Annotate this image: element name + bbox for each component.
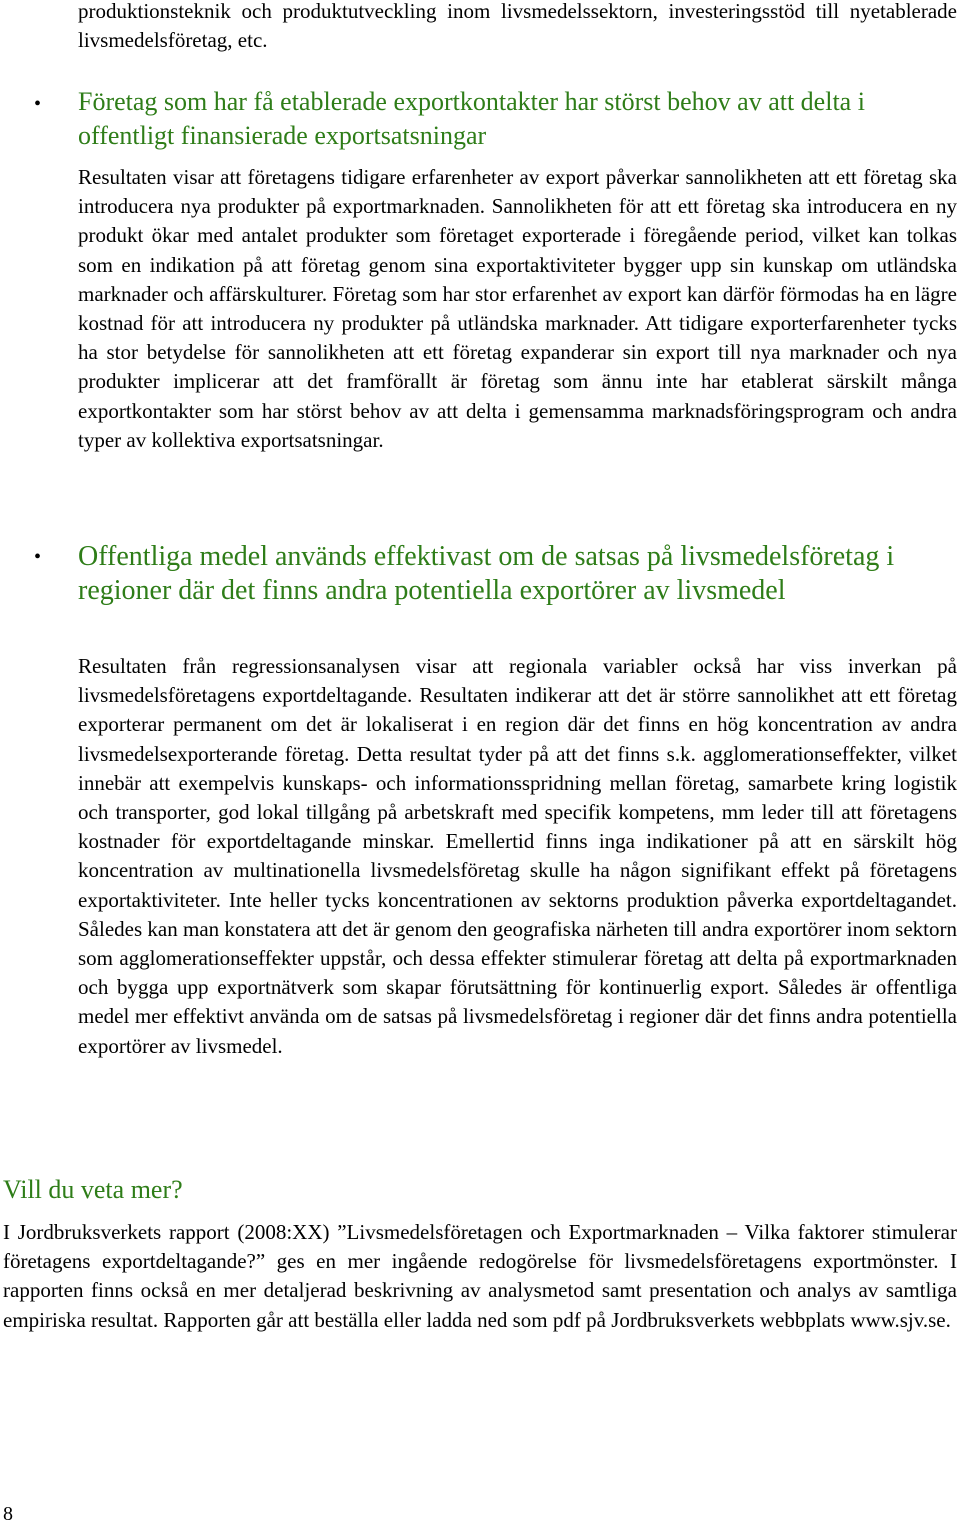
bullet-icon: • <box>34 546 42 568</box>
section2-heading: Offentliga medel används effektivast om de satsas på livsmedelsföretag i regioner där det finns andra potentiella exportörer av livsmedel <box>78 541 895 606</box>
more-info-title: Vill du veta mer? <box>3 1175 183 1204</box>
intro-paragraph: produktionsteknik och produktutveckling inom livsmedelssektorn, investeringsstöd till nyetablerade livsmedelsföretag, etc. <box>78 0 957 53</box>
section1-heading: Företag som har få etablerade exportkontakter har störst behov av att delta i offentligt finansierade exportsatsningar <box>78 87 865 150</box>
more-info-paragraph: I Jordbruksverkets rapport (2008:XX) ”Livsmedelsföretagen och Exportmarknaden – Vilka faktorer stimulerar företagens exportdeltagande?” ges en mer ingående redogörelse för livsmedelsföretagens exportmönster. I rapporten finns också en mer detaljerad beskrivning av analysmetod samt presentation och analys av samtliga empiriska resultat. Rapporten går att beställa eller ladda ned som pdf på Jordbruksverkets webbplats www.sjv.se. <box>3 1220 957 1332</box>
section1-paragraph: Resultaten visar att företagens tidigare erfarenheter av export påverkar sannolikheten att ett företag ska introducera nya produkter på exportmarknaden. Sannolikheten för att ett företag ska introducera en ny produkt ökar med antalet produkter som företaget exporterade i föregående period, vilket kan tolkas som en indikation på att företag genom sina exportaktiviteter bygger upp sin kunskap om utländska marknader och affärskulturer. Företag som har stor erfarenhet av export kan därför förmodas ha en lägre kostnad för att introducera ny produkter på utländska marknader. Att tidigare exporterfarenheter tycks ha stor betydelse för sannolikheten att ett företag expanderar sin export till nya marknader och nya produkter implicerar att det framförallt är företag som ännu inte har etablerat särskilt många exportkontakter som har störst behov av att delta i gemensamma marknadsföringsprogram och andra typer av kollektiva exportsatsningar. <box>78 165 957 452</box>
bullet-icon: • <box>34 93 42 115</box>
page-number: 8 <box>3 1503 13 1525</box>
section2-paragraph: Resultaten från regressionsanalysen visar att regionala variabler också har viss inverkan på livsmedelsföretagens exportdeltagande. Resultaten indikerar att det är större sannolikhet att ett företag exporterar permanent om det är lokaliserat i en region där det finns en hög koncentration av andra livsmedelsexporterande företag. Detta resultat tyder på att det finns s.k. agglomerationseffekter, vilket innebär att exempelvis kunskaps- och informationsspridning mellan företag, samarbete kring logistik och transporter, god lokal tillgång på arbetskraft med specifik kompetens, mm leder till att företagens kostnader för exportdeltagande minskar. Emellertid finns inga indikationer på att en särskilt hög koncentration av multinationella livsmedelsföretag skulle ha någon signifikant effekt på företagens exportaktiviteter. Inte heller tycks koncentrationen av sektorns produktion påverka exportdeltagandet. Således kan man konstatera att det är genom den geografiska närheten till andra exportörer inom sektorn som agglomerationseffekter uppstår, och dessa effekter stimulerar företag att delta på exportmarknaden och bygga upp exportnätverk som skapar förutsättning för kontinuerlig export. Således är offentliga medel mer effektivt använda om de satsas på livsmedelsföretag i regioner där det finns andra potentiella exportörer av livsmedel. <box>78 654 957 1058</box>
